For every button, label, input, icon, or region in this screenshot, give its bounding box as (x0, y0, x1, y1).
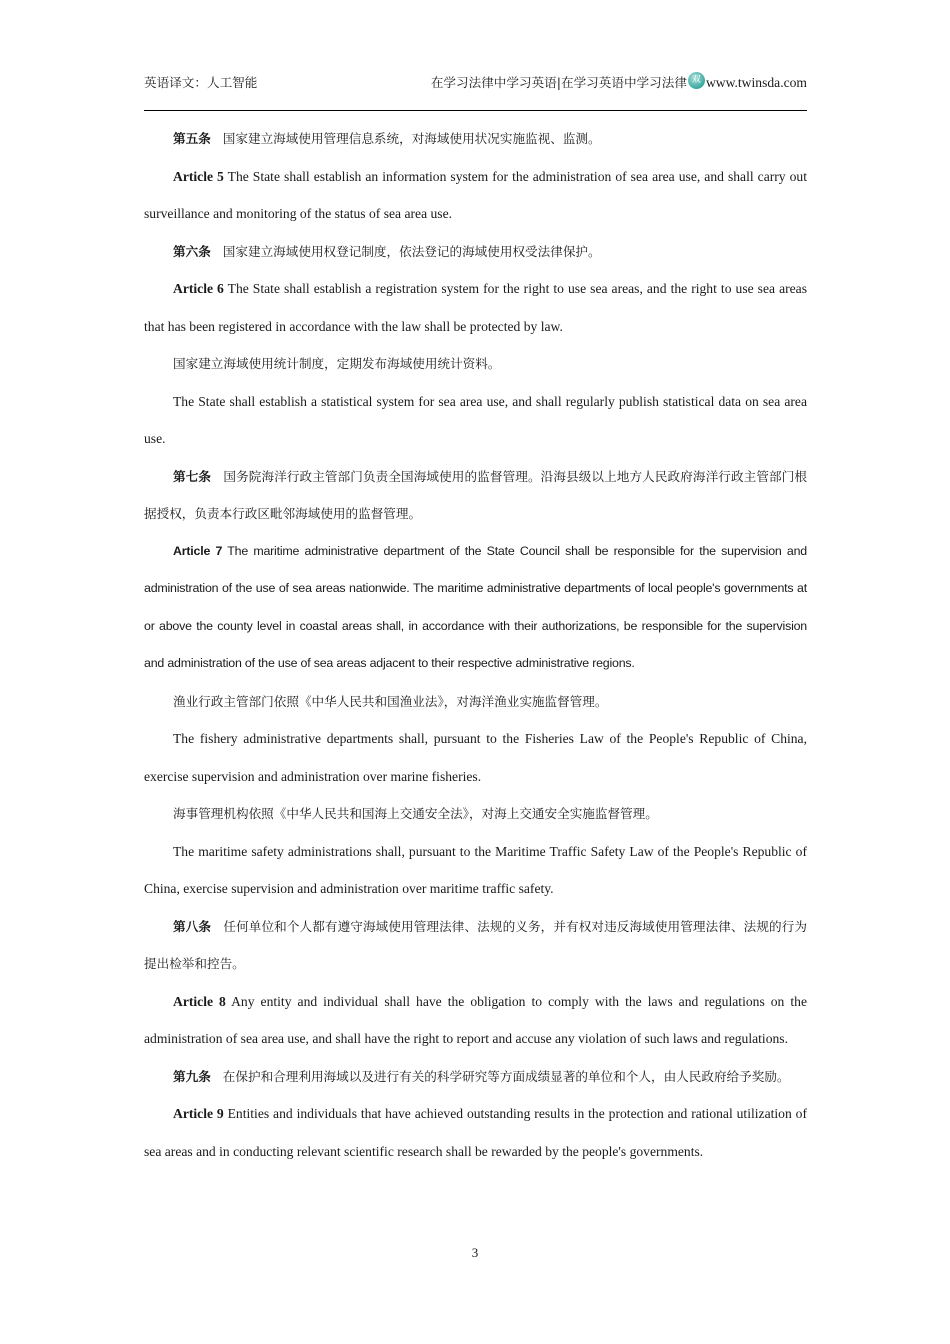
header-title: 英语译文：人工智能 (144, 75, 258, 90)
header-divider (144, 110, 807, 111)
page-number: 3 (471, 1245, 479, 1260)
article-label: Article 7 (173, 543, 223, 558)
article-text: 国务院海洋行政主管部门负责全国海域使用的监督管理。沿海县级以上地方人民政府海洋行政主管部门根据授权，负责本行政区毗邻海域使用的监督管理。 (144, 468, 808, 521)
paragraph-article7-3-en: The maritime safety administrations shall, pursuant to the Maritime Traffic Safety Law of the People's Republic of China, exercise supervision and administration over maritime traffic safety. (144, 843, 807, 896)
paragraph-article7-2-zh: 渔业行政主管部门依照《中华人民共和国渔业法》，对海洋渔业实施监督管理。 (173, 693, 608, 709)
article-label: 第九条 (173, 1068, 211, 1084)
paragraph-article8-zh (144, 908, 807, 983)
article-label: Article 8 (173, 993, 226, 1009)
article-text: 任何单位和个人都有遵守海域使用管理法律、法规的义务，并有权对违反海域使用管理法律、法规的行为提出检举和控告。 (144, 918, 808, 971)
article-text: 国家建立海域使用权登记制度，依法登记的海域使用权受法律保护。 (222, 243, 601, 259)
article-text: 国家建立海域使用管理信息系统，对海域使用状况实施监视、监测。 (222, 131, 601, 146)
article-text: Entities and individuals that have achieved outstanding results in the protection and rational utilization of sea areas and in conducting relevant scientific research shall be rewarded by the people's governments. (144, 1106, 807, 1159)
article-label: Article 5 (173, 168, 224, 184)
article-text: The State shall establish an information system for the administration of sea area use, and shall carry out surveillance and monitoring of the status of sea area use. (144, 168, 807, 221)
article-label: Article 6 (173, 281, 224, 296)
article-label: 第八条 (173, 918, 212, 934)
paragraph-article7-zh (144, 458, 807, 533)
header-slogan (431, 72, 807, 95)
header-slogan-text: 在学习法律中学习英语|在学习英语中学习法律 (430, 75, 687, 90)
paragraph-article5-zh (144, 120, 807, 158)
paragraph-article6-en (144, 270, 807, 345)
paragraph-article8-en (144, 983, 807, 1058)
paragraph-article9-en (144, 1095, 807, 1170)
page-header (144, 72, 807, 94)
paragraph-article9-zh (144, 1058, 807, 1096)
article-label: Article 9 (173, 1106, 224, 1121)
paragraph-article7-2-en: The fishery administrative departments shall, pursuant to the Fisheries Law of the People's Republic of China, exercise supervision and administration over marine fisheries. (144, 731, 807, 784)
article-label: 第七条 (173, 468, 212, 484)
paragraph-article7-en (144, 533, 807, 683)
article-text: The maritime administrative department of the State Council shall be responsible for the supervision and administration of the use of sea areas nationwide. The maritime administrative departments of local people's governments at or above the county level in coastal areas shall, in accordance with their authorizations, be responsible for the supervision and administration of the use of sea areas adjacent to their respective administrative regions. (144, 543, 807, 670)
article-label: 第六条 (173, 243, 211, 259)
paragraph-article6-2-en: The State shall establish a statistical system for sea area use, and shall regularly publish statistical data on sea area use. (144, 393, 807, 446)
article-text: The State shall establish a registration system for the right to use sea areas, and the right to use sea areas that has been registered in accordance with the law shall be protected by law. (144, 281, 807, 334)
article-text: 在保护和合理利用海域以及进行有关的科学研究等方面成绩显著的单位和个人，由人民政府给予奖励。 (222, 1068, 790, 1084)
article-text: Any entity and individual shall have the obligation to comply with the laws and regulations on the administration of sea area use, and shall have the right to report and accuse any violation of such laws and regulations. (144, 993, 807, 1046)
paragraph-article6-zh (144, 233, 807, 271)
header-url[interactable]: www.twinsda.com (705, 75, 807, 90)
paragraph-article6-2-zh: 国家建立海域使用统计制度，定期发布海域使用统计资料。 (173, 356, 501, 371)
document-body (144, 120, 807, 1170)
article-label: 第五条 (173, 131, 211, 146)
paragraph-article5-en (144, 158, 807, 233)
paragraph-article7-3-zh: 海事管理机构依照《中华人民共和国海上交通安全法》，对海上交通安全实施监督管理。 (173, 806, 658, 821)
twinsda-logo-icon: 双 (688, 72, 705, 89)
